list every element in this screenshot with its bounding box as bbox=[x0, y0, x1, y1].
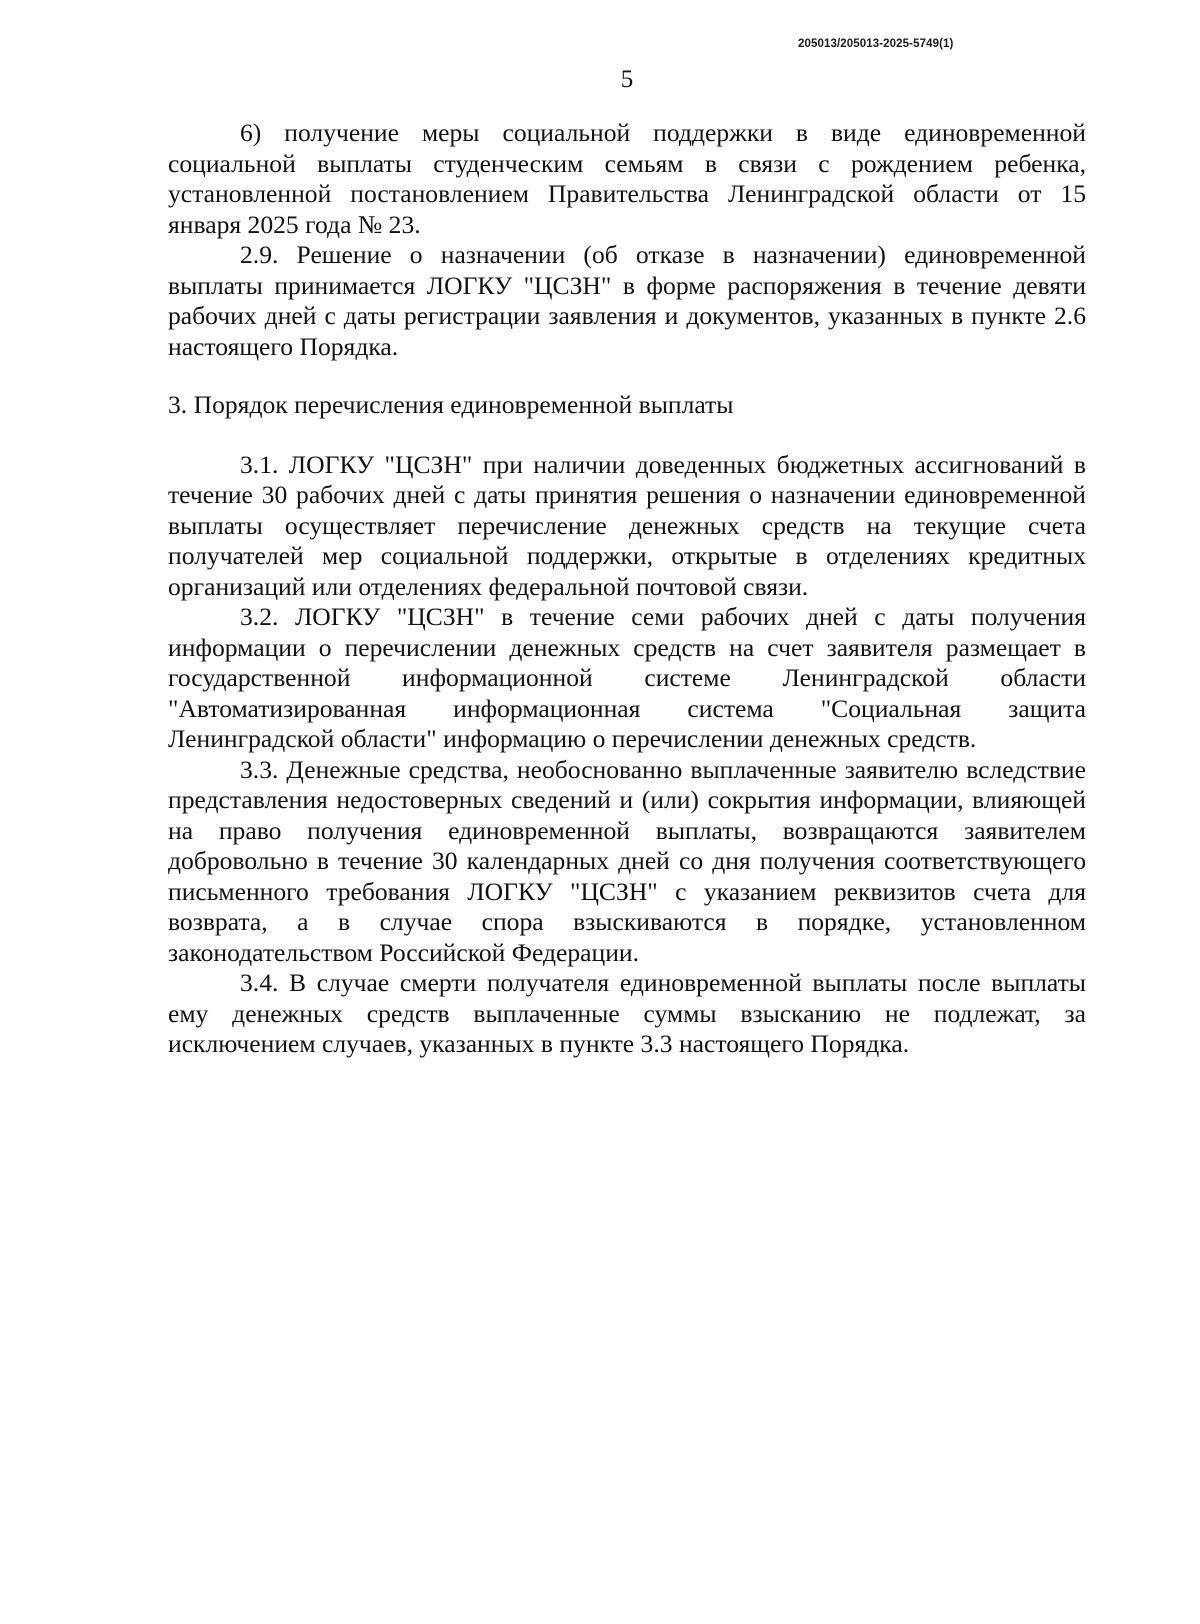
paragraph-3-4: 3.4. В случае смерти получателя единовременной выплаты после выплаты ему денежных средств выплаченные суммы взысканию не подлежат, за исключением случаев, указанных в пункте 3.3 настоящего Порядка. bbox=[168, 968, 1086, 1058]
paragraph-3-1: 3.1. ЛОГКУ "ЦСЗН" при наличии доведенных бюджетных ассигнований в течение 30 рабочих дней с даты принятия решения о назначении единовременной выплаты осуществляет перечисление денежных средств на текущие счета получателей мер социальной поддержки, открытые в отделениях кредитных организаций или отделениях федеральной почтовой связи. bbox=[168, 449, 1086, 601]
section-3-heading: 3. Порядок перечисления единовременной выплаты bbox=[168, 390, 734, 419]
document-id: 205013/205013-2025-5749(1) bbox=[798, 38, 954, 50]
paragraph-item-6: 6) получение меры социальной поддержки в виде единовременной социальной выплаты студенческим семьям в связи с рождением ребенка, установленной постановлением Правительства Ленинградской области от 15 января 2025 года № 23. bbox=[168, 118, 1086, 239]
paragraph-3-3: 3.3. Денежные средства, необоснованно выплаченные заявителю вследствие представления недостоверных сведений и (или) сокрытия информации, влияющей на право получения единовременной выплаты, возвращаются заявителем добровольно в течение 30 календарных дней со дня получения соответствующего письменного требования ЛОГКУ "ЦСЗН" с указанием реквизитов счета для возврата, а в случае спора взыскиваются в порядке, установленном законодательством Российской Федерации. bbox=[168, 754, 1086, 967]
page-number: 5 bbox=[620, 66, 634, 93]
paragraph-3-2: 3.2. ЛОГКУ "ЦСЗН" в течение семи рабочих дней с даты получения информации о перечислении денежных средств на счет заявителя размещает в государственной информационной системе Ленинградской области "Автоматизированная информационная система "Социальная защита Ленинградской области" информацию о перечислении денежных средств. bbox=[168, 602, 1086, 753]
document-body bbox=[168, 118, 1086, 1060]
paragraph-2-9: 2.9. Решение о назначении (об отказе в назначении) единовременной выплаты принимается ЛОГКУ "ЦСЗН" в форме распоряжения в течение девяти рабочих дней с даты регистрации заявления и документов, указанных в пункте 2.6 настоящего Порядка. bbox=[168, 240, 1086, 361]
